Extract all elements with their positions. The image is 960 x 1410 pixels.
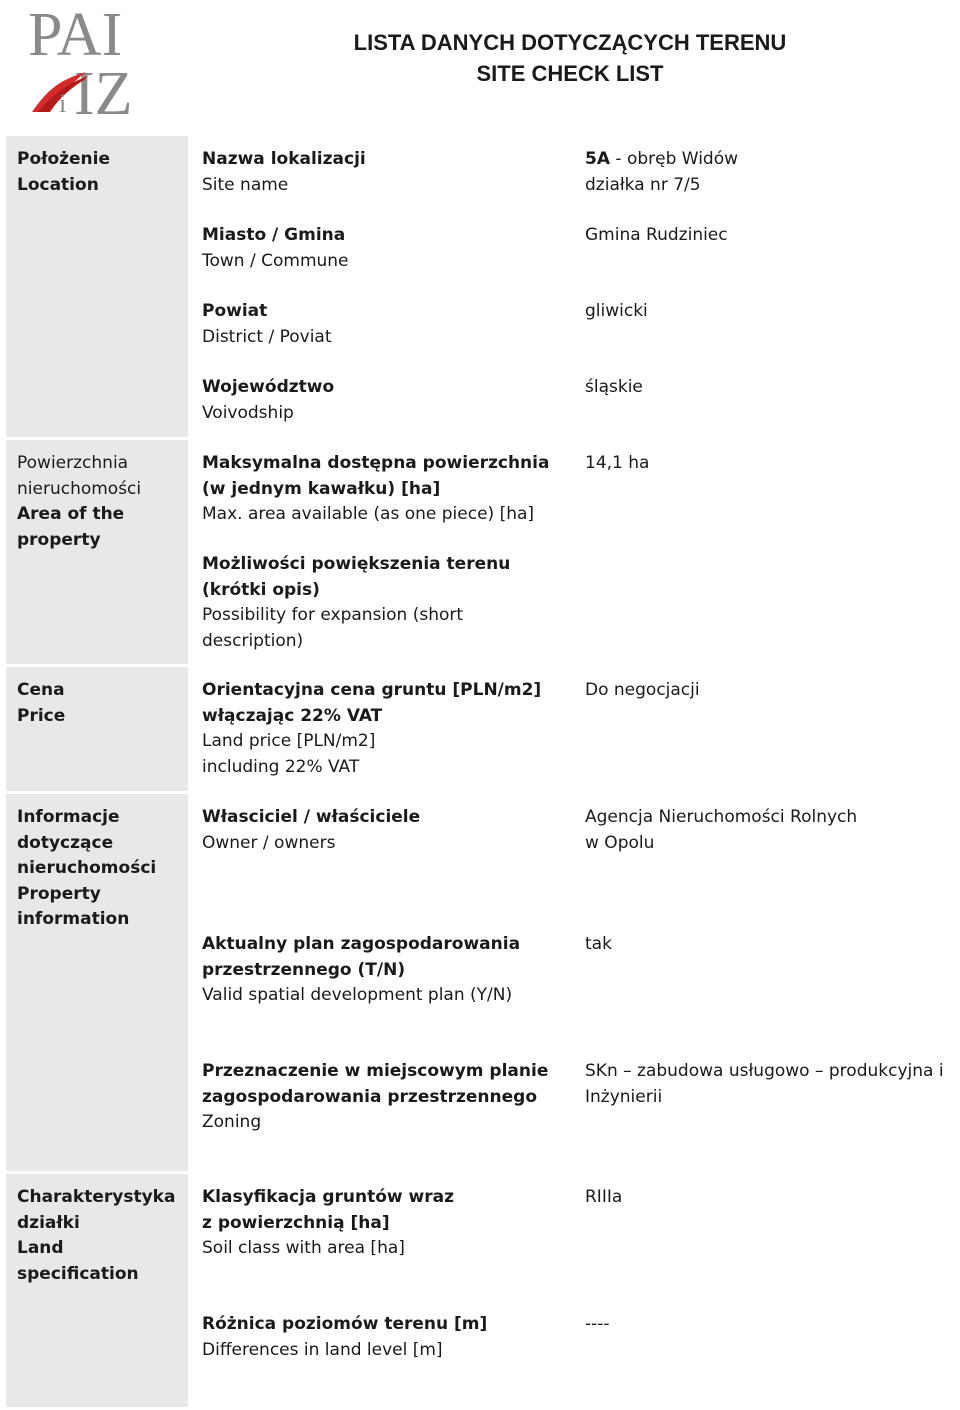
svg-text:IZ: IZ	[74, 60, 133, 120]
field-label-pl: Powiat	[202, 301, 268, 321]
section-label-pl: Informacje	[17, 807, 120, 827]
svg-text:PAI: PAI	[28, 1, 123, 69]
site-code: 5A	[585, 149, 610, 169]
field-value: SKn – zabudowa usługowo – produkcyjna i	[585, 1061, 944, 1081]
svg-text:i: i	[59, 89, 67, 118]
field-value: ----	[585, 1314, 610, 1334]
field-label-pl: Maksymalna dostępna powierzchnia	[202, 453, 550, 473]
field-value: RIIIa	[585, 1187, 623, 1207]
field-label-pl: Orientacyjna cena gruntu [PLN/m2]	[202, 680, 542, 700]
field-value: Gmina Rudziniec	[585, 225, 728, 245]
field-label-pl: z powierzchnią [ha]	[202, 1212, 390, 1233]
field-value: 5A - obręb Widów	[585, 149, 739, 169]
section-price	[6, 667, 188, 791]
section-label-pl: Położenie	[17, 149, 111, 169]
field-label-pl: (w jednym kawałku) [ha]	[202, 478, 441, 499]
section-label-en: Land	[17, 1238, 64, 1258]
field-value: Do negocjacji	[585, 680, 700, 700]
section-label-en: Price	[17, 705, 66, 726]
field-label-pl: zagospodarowania przestrzennego	[202, 1086, 537, 1107]
field-label-pl: Miasto / Gmina	[202, 225, 346, 245]
section-area	[6, 440, 188, 664]
section-label-pl: działki	[17, 1212, 80, 1233]
section-label-pl: dotyczące	[17, 832, 114, 853]
field-label-pl: Klasyfikacja gruntów wraz	[202, 1187, 454, 1207]
field-label-en: District / Poviat	[202, 326, 332, 347]
field-label-pl: Możliwości powiększenia terenu	[202, 554, 511, 574]
field-label-en: Owner / owners	[202, 832, 336, 853]
field-label-pl: przestrzennego (T/N)	[202, 959, 406, 980]
field-value: w Opolu	[585, 832, 655, 853]
table-row	[6, 1174, 957, 1298]
field-label-pl: Przeznaczenie w miejscowym planie	[202, 1061, 549, 1081]
field-label-en: Town / Commune	[202, 250, 349, 271]
field-label-en: Possibility for expansion (short description)	[202, 605, 464, 651]
section-property-info	[6, 794, 188, 1171]
table-row	[6, 794, 957, 918]
field-label-pl: Różnica poziomów terenu [m]	[202, 1314, 488, 1334]
section-label-pl: Cena	[17, 680, 65, 700]
section-label-pl: Powierzchnia	[17, 453, 129, 473]
site-check-table	[3, 133, 960, 1410]
field-value: tak	[585, 934, 612, 954]
section-label-pl: nieruchomości	[17, 478, 142, 499]
section-land-spec	[6, 1174, 188, 1407]
field-value: 14,1 ha	[585, 453, 650, 473]
section-label-en: Property	[17, 883, 101, 904]
section-label-en: information	[17, 909, 130, 929]
field-label-en: including 22% VAT	[202, 756, 360, 777]
section-location	[6, 136, 188, 437]
table-row	[6, 136, 957, 209]
page-title-pl: LISTA DANYCH DOTYCZĄCYCH TERENU	[353, 30, 787, 55]
field-value: Agencja Nieruchomości Rolnych	[585, 807, 858, 827]
field-label-pl: włączając 22% VAT	[202, 705, 383, 726]
field-value: śląskie	[585, 377, 643, 397]
field-value: gliwicki	[585, 301, 648, 321]
field-label-en: Differences in land level [m]	[202, 1339, 443, 1360]
field-label-en: Site name	[202, 174, 289, 195]
section-label-en: property	[17, 529, 101, 550]
table-row	[6, 440, 957, 538]
field-label-pl: Własciciel / właściciele	[202, 807, 421, 827]
section-label-en: Location	[17, 174, 99, 195]
table-row	[6, 667, 957, 791]
paiiiz-logo	[26, 0, 176, 120]
section-label-pl: nieruchomości	[17, 858, 157, 878]
field-label-en: Valid spatial development plan (Y/N)	[202, 985, 513, 1005]
field-label-pl: Województwo	[202, 377, 335, 397]
section-label-en: specification	[17, 1263, 139, 1284]
field-label-pl: Nazwa lokalizacji	[202, 149, 366, 169]
section-label-en: Area of the	[17, 504, 125, 524]
field-label-pl: (krótki opis)	[202, 579, 320, 600]
page-title-en: SITE CHECK LIST	[476, 61, 664, 86]
field-label-en: Soil class with area [ha]	[202, 1238, 405, 1258]
field-label-en: Zoning	[202, 1112, 262, 1132]
field-value: Inżynierii	[585, 1086, 663, 1107]
field-label-en: Voivodship	[202, 402, 294, 423]
field-label-en: Max. area available (as one piece) [ha]	[202, 504, 535, 524]
field-value: działka nr 7/5	[585, 174, 701, 195]
section-label-pl: Charakterystyka	[17, 1187, 176, 1207]
field-label-en: Land price [PLN/m2]	[202, 731, 376, 751]
field-label-pl: Aktualny plan zagospodarowania	[202, 934, 521, 954]
